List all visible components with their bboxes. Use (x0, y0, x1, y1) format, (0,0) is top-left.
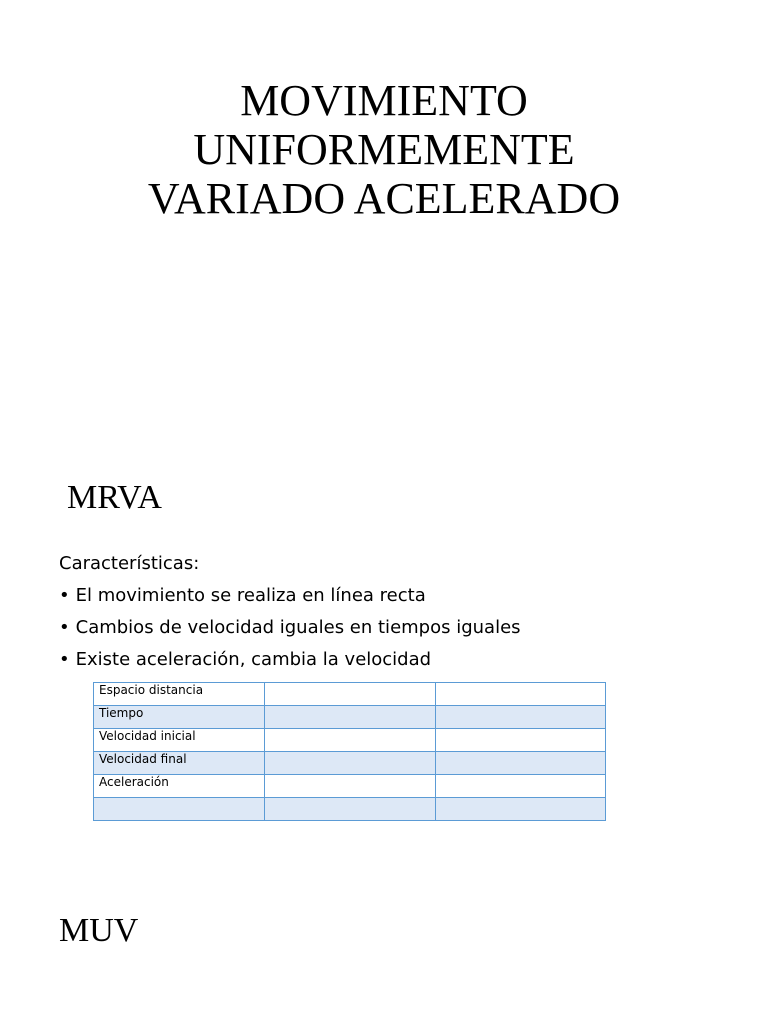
table-cell (265, 729, 436, 752)
table-cell (94, 798, 265, 821)
table-row (94, 798, 606, 821)
table-row (94, 729, 606, 752)
title-line-1: MOVIMIENTO (240, 76, 528, 125)
table-row (94, 775, 606, 798)
table-cell: Espacio distancia (94, 683, 265, 706)
table-cell (265, 775, 436, 798)
table-cell (265, 683, 436, 706)
table-cell (436, 752, 606, 775)
table-cell (436, 729, 606, 752)
list-item: • Existe aceleración, cambia la velocidad (59, 644, 521, 676)
list-item: • Cambios de velocidad iguales en tiempos iguales (59, 612, 521, 644)
table-cell: Tiempo (94, 706, 265, 729)
section-heading-mrva: MRVA (67, 479, 162, 516)
table-cell (436, 706, 606, 729)
table-cell (265, 798, 436, 821)
table-cell (265, 706, 436, 729)
table-cell: Velocidad inicial (94, 729, 265, 752)
section-heading-muv: MUV (59, 912, 139, 949)
table-row (94, 752, 606, 775)
title-line-2: UNIFORMEMENTE (193, 125, 575, 174)
table-row (94, 706, 606, 729)
characteristics-list (59, 580, 521, 676)
table-cell (265, 752, 436, 775)
table-cell (436, 775, 606, 798)
characteristics-block (59, 548, 521, 676)
data-table (93, 682, 606, 821)
characteristics-label: Características: (59, 553, 200, 574)
list-item: • El movimiento se realiza en línea recta (59, 580, 521, 612)
table-row (94, 683, 606, 706)
page-title (0, 76, 768, 223)
table-cell: Velocidad final (94, 752, 265, 775)
title-line-3: VARIADO ACELERADO (147, 174, 621, 223)
table-cell: Aceleración (94, 775, 265, 798)
table-cell (436, 798, 606, 821)
table-cell (436, 683, 606, 706)
